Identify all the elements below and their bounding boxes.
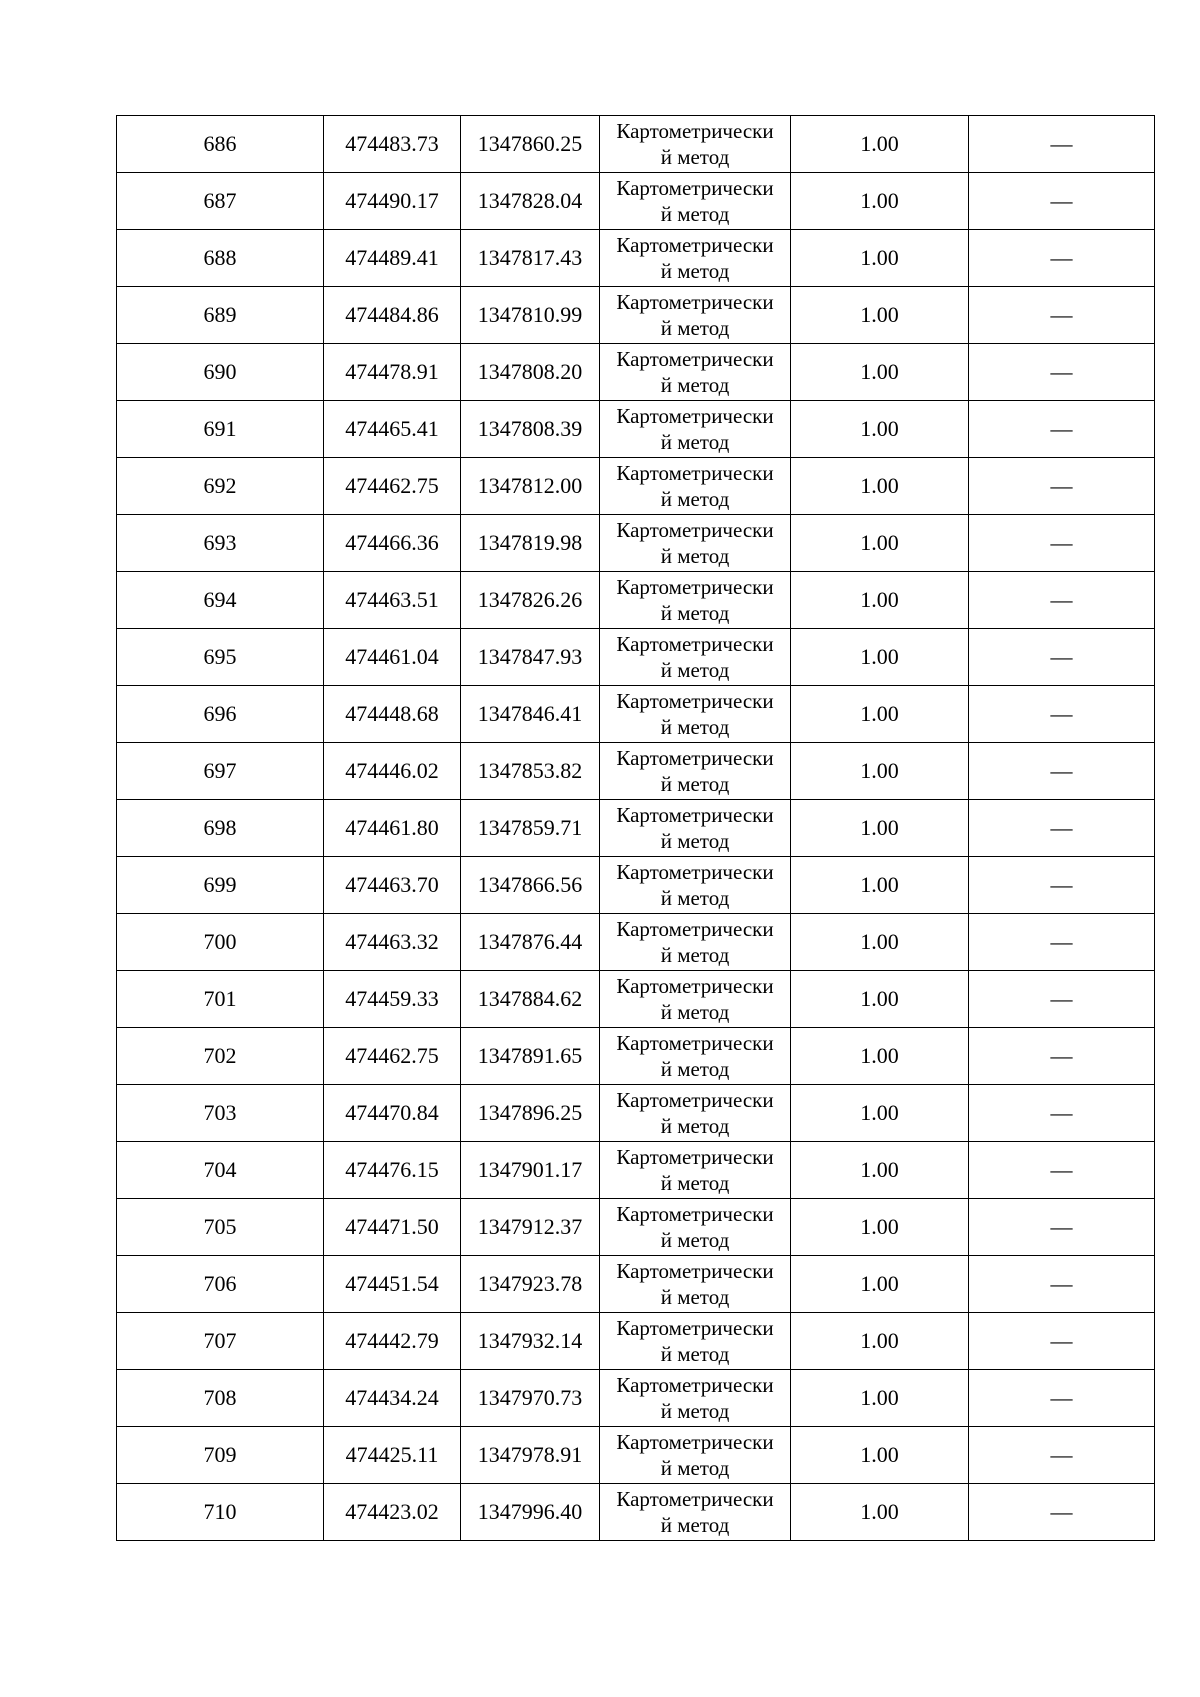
- accuracy-cell: 1.00: [791, 173, 969, 230]
- note-cell: —: [969, 1199, 1155, 1256]
- method-cell: Картометрически й метод: [600, 287, 791, 344]
- table-row: [117, 971, 1155, 1028]
- accuracy-cell: 1.00: [791, 1313, 969, 1370]
- note-cell: —: [969, 1085, 1155, 1142]
- accuracy-cell: 1.00: [791, 401, 969, 458]
- point-number-cell: 708: [117, 1370, 324, 1427]
- x-coordinate-cell: 474462.75: [324, 1028, 461, 1085]
- table-row: [117, 287, 1155, 344]
- method-cell: Картометрически й метод: [600, 116, 791, 173]
- accuracy-cell: 1.00: [791, 515, 969, 572]
- y-coordinate-cell: 1347826.26: [461, 572, 600, 629]
- point-number-cell: 707: [117, 1313, 324, 1370]
- x-coordinate-cell: 474451.54: [324, 1256, 461, 1313]
- table-row: [117, 116, 1155, 173]
- point-number-cell: 686: [117, 116, 324, 173]
- table-row: [117, 572, 1155, 629]
- x-coordinate-cell: 474461.04: [324, 629, 461, 686]
- accuracy-cell: 1.00: [791, 743, 969, 800]
- point-number-cell: 692: [117, 458, 324, 515]
- point-number-cell: 706: [117, 1256, 324, 1313]
- table-row: [117, 401, 1155, 458]
- method-cell: Картометрически й метод: [600, 401, 791, 458]
- x-coordinate-cell: 474461.80: [324, 800, 461, 857]
- table-row: [117, 1142, 1155, 1199]
- note-cell: —: [969, 800, 1155, 857]
- accuracy-cell: 1.00: [791, 287, 969, 344]
- method-cell: Картометрически й метод: [600, 1142, 791, 1199]
- x-coordinate-cell: 474462.75: [324, 458, 461, 515]
- point-number-cell: 710: [117, 1484, 324, 1541]
- point-number-cell: 697: [117, 743, 324, 800]
- point-number-cell: 701: [117, 971, 324, 1028]
- y-coordinate-cell: 1347996.40: [461, 1484, 600, 1541]
- x-coordinate-cell: 474448.68: [324, 686, 461, 743]
- table-row: [117, 230, 1155, 287]
- accuracy-cell: 1.00: [791, 230, 969, 287]
- accuracy-cell: 1.00: [791, 116, 969, 173]
- note-cell: —: [969, 914, 1155, 971]
- note-cell: —: [969, 458, 1155, 515]
- method-cell: Картометрически й метод: [600, 1256, 791, 1313]
- y-coordinate-cell: 1347896.25: [461, 1085, 600, 1142]
- y-coordinate-cell: 1347853.82: [461, 743, 600, 800]
- table-row: [117, 1085, 1155, 1142]
- note-cell: —: [969, 1427, 1155, 1484]
- table-row: [117, 173, 1155, 230]
- x-coordinate-cell: 474425.11: [324, 1427, 461, 1484]
- table-row: [117, 1028, 1155, 1085]
- x-coordinate-cell: 474459.33: [324, 971, 461, 1028]
- y-coordinate-cell: 1347932.14: [461, 1313, 600, 1370]
- accuracy-cell: 1.00: [791, 1199, 969, 1256]
- point-number-cell: 698: [117, 800, 324, 857]
- point-number-cell: 703: [117, 1085, 324, 1142]
- table-row: [117, 1199, 1155, 1256]
- table-row: [117, 1484, 1155, 1541]
- y-coordinate-cell: 1347817.43: [461, 230, 600, 287]
- note-cell: —: [969, 1142, 1155, 1199]
- method-cell: Картометрически й метод: [600, 1313, 791, 1370]
- y-coordinate-cell: 1347923.78: [461, 1256, 600, 1313]
- y-coordinate-cell: 1347819.98: [461, 515, 600, 572]
- coordinates-table-body: [117, 116, 1155, 1541]
- table-row: [117, 458, 1155, 515]
- accuracy-cell: 1.00: [791, 458, 969, 515]
- table-row: [117, 515, 1155, 572]
- y-coordinate-cell: 1347860.25: [461, 116, 600, 173]
- x-coordinate-cell: 474446.02: [324, 743, 461, 800]
- y-coordinate-cell: 1347978.91: [461, 1427, 600, 1484]
- point-number-cell: 694: [117, 572, 324, 629]
- y-coordinate-cell: 1347912.37: [461, 1199, 600, 1256]
- method-cell: Картометрически й метод: [600, 1028, 791, 1085]
- note-cell: —: [969, 173, 1155, 230]
- table-row: [117, 857, 1155, 914]
- note-cell: —: [969, 515, 1155, 572]
- point-number-cell: 702: [117, 1028, 324, 1085]
- point-number-cell: 687: [117, 173, 324, 230]
- x-coordinate-cell: 474465.41: [324, 401, 461, 458]
- method-cell: Картометрически й метод: [600, 1427, 791, 1484]
- method-cell: Картометрически й метод: [600, 1370, 791, 1427]
- accuracy-cell: 1.00: [791, 914, 969, 971]
- point-number-cell: 688: [117, 230, 324, 287]
- table-row: [117, 1256, 1155, 1313]
- accuracy-cell: 1.00: [791, 344, 969, 401]
- note-cell: —: [969, 1256, 1155, 1313]
- accuracy-cell: 1.00: [791, 1028, 969, 1085]
- method-cell: Картометрически й метод: [600, 800, 791, 857]
- method-cell: Картометрически й метод: [600, 458, 791, 515]
- method-cell: Картометрически й метод: [600, 572, 791, 629]
- note-cell: —: [969, 230, 1155, 287]
- x-coordinate-cell: 474470.84: [324, 1085, 461, 1142]
- note-cell: —: [969, 686, 1155, 743]
- y-coordinate-cell: 1347808.39: [461, 401, 600, 458]
- point-number-cell: 704: [117, 1142, 324, 1199]
- table-row: [117, 800, 1155, 857]
- x-coordinate-cell: 474463.32: [324, 914, 461, 971]
- accuracy-cell: 1.00: [791, 1484, 969, 1541]
- method-cell: Картометрически й метод: [600, 629, 791, 686]
- method-cell: Картометрически й метод: [600, 743, 791, 800]
- note-cell: —: [969, 344, 1155, 401]
- y-coordinate-cell: 1347846.41: [461, 686, 600, 743]
- table-row: [117, 1370, 1155, 1427]
- note-cell: —: [969, 857, 1155, 914]
- y-coordinate-cell: 1347866.56: [461, 857, 600, 914]
- table-row: [117, 629, 1155, 686]
- point-number-cell: 700: [117, 914, 324, 971]
- x-coordinate-cell: 474478.91: [324, 344, 461, 401]
- method-cell: Картометрически й метод: [600, 686, 791, 743]
- accuracy-cell: 1.00: [791, 572, 969, 629]
- method-cell: Картометрически й метод: [600, 1085, 791, 1142]
- note-cell: —: [969, 1313, 1155, 1370]
- x-coordinate-cell: 474466.36: [324, 515, 461, 572]
- x-coordinate-cell: 474490.17: [324, 173, 461, 230]
- x-coordinate-cell: 474434.24: [324, 1370, 461, 1427]
- x-coordinate-cell: 474484.86: [324, 287, 461, 344]
- accuracy-cell: 1.00: [791, 800, 969, 857]
- x-coordinate-cell: 474442.79: [324, 1313, 461, 1370]
- method-cell: Картометрически й метод: [600, 914, 791, 971]
- accuracy-cell: 1.00: [791, 1370, 969, 1427]
- table-row: [117, 1427, 1155, 1484]
- note-cell: —: [969, 743, 1155, 800]
- method-cell: Картометрически й метод: [600, 1484, 791, 1541]
- x-coordinate-cell: 474476.15: [324, 1142, 461, 1199]
- note-cell: —: [969, 401, 1155, 458]
- method-cell: Картометрически й метод: [600, 173, 791, 230]
- point-number-cell: 693: [117, 515, 324, 572]
- x-coordinate-cell: 474471.50: [324, 1199, 461, 1256]
- x-coordinate-cell: 474463.70: [324, 857, 461, 914]
- y-coordinate-cell: 1347891.65: [461, 1028, 600, 1085]
- accuracy-cell: 1.00: [791, 1142, 969, 1199]
- y-coordinate-cell: 1347876.44: [461, 914, 600, 971]
- y-coordinate-cell: 1347810.99: [461, 287, 600, 344]
- note-cell: —: [969, 971, 1155, 1028]
- method-cell: Картометрически й метод: [600, 344, 791, 401]
- method-cell: Картометрически й метод: [600, 230, 791, 287]
- point-number-cell: 709: [117, 1427, 324, 1484]
- method-cell: Картометрически й метод: [600, 1199, 791, 1256]
- table-row: [117, 344, 1155, 401]
- method-cell: Картометрически й метод: [600, 971, 791, 1028]
- table-row: [117, 686, 1155, 743]
- note-cell: —: [969, 1370, 1155, 1427]
- x-coordinate-cell: 474483.73: [324, 116, 461, 173]
- note-cell: —: [969, 629, 1155, 686]
- table-row: [117, 914, 1155, 971]
- coordinates-table: [116, 115, 1155, 1541]
- y-coordinate-cell: 1347812.00: [461, 458, 600, 515]
- accuracy-cell: 1.00: [791, 1256, 969, 1313]
- point-number-cell: 705: [117, 1199, 324, 1256]
- note-cell: —: [969, 116, 1155, 173]
- point-number-cell: 691: [117, 401, 324, 458]
- y-coordinate-cell: 1347970.73: [461, 1370, 600, 1427]
- note-cell: —: [969, 1484, 1155, 1541]
- point-number-cell: 690: [117, 344, 324, 401]
- note-cell: —: [969, 1028, 1155, 1085]
- x-coordinate-cell: 474463.51: [324, 572, 461, 629]
- point-number-cell: 696: [117, 686, 324, 743]
- y-coordinate-cell: 1347901.17: [461, 1142, 600, 1199]
- note-cell: —: [969, 572, 1155, 629]
- accuracy-cell: 1.00: [791, 1085, 969, 1142]
- table-row: [117, 743, 1155, 800]
- note-cell: —: [969, 287, 1155, 344]
- point-number-cell: 699: [117, 857, 324, 914]
- table-row: [117, 1313, 1155, 1370]
- accuracy-cell: 1.00: [791, 971, 969, 1028]
- y-coordinate-cell: 1347884.62: [461, 971, 600, 1028]
- point-number-cell: 695: [117, 629, 324, 686]
- method-cell: Картометрически й метод: [600, 857, 791, 914]
- accuracy-cell: 1.00: [791, 1427, 969, 1484]
- x-coordinate-cell: 474423.02: [324, 1484, 461, 1541]
- accuracy-cell: 1.00: [791, 686, 969, 743]
- y-coordinate-cell: 1347859.71: [461, 800, 600, 857]
- x-coordinate-cell: 474489.41: [324, 230, 461, 287]
- y-coordinate-cell: 1347828.04: [461, 173, 600, 230]
- accuracy-cell: 1.00: [791, 857, 969, 914]
- y-coordinate-cell: 1347847.93: [461, 629, 600, 686]
- y-coordinate-cell: 1347808.20: [461, 344, 600, 401]
- method-cell: Картометрически й метод: [600, 515, 791, 572]
- point-number-cell: 689: [117, 287, 324, 344]
- accuracy-cell: 1.00: [791, 629, 969, 686]
